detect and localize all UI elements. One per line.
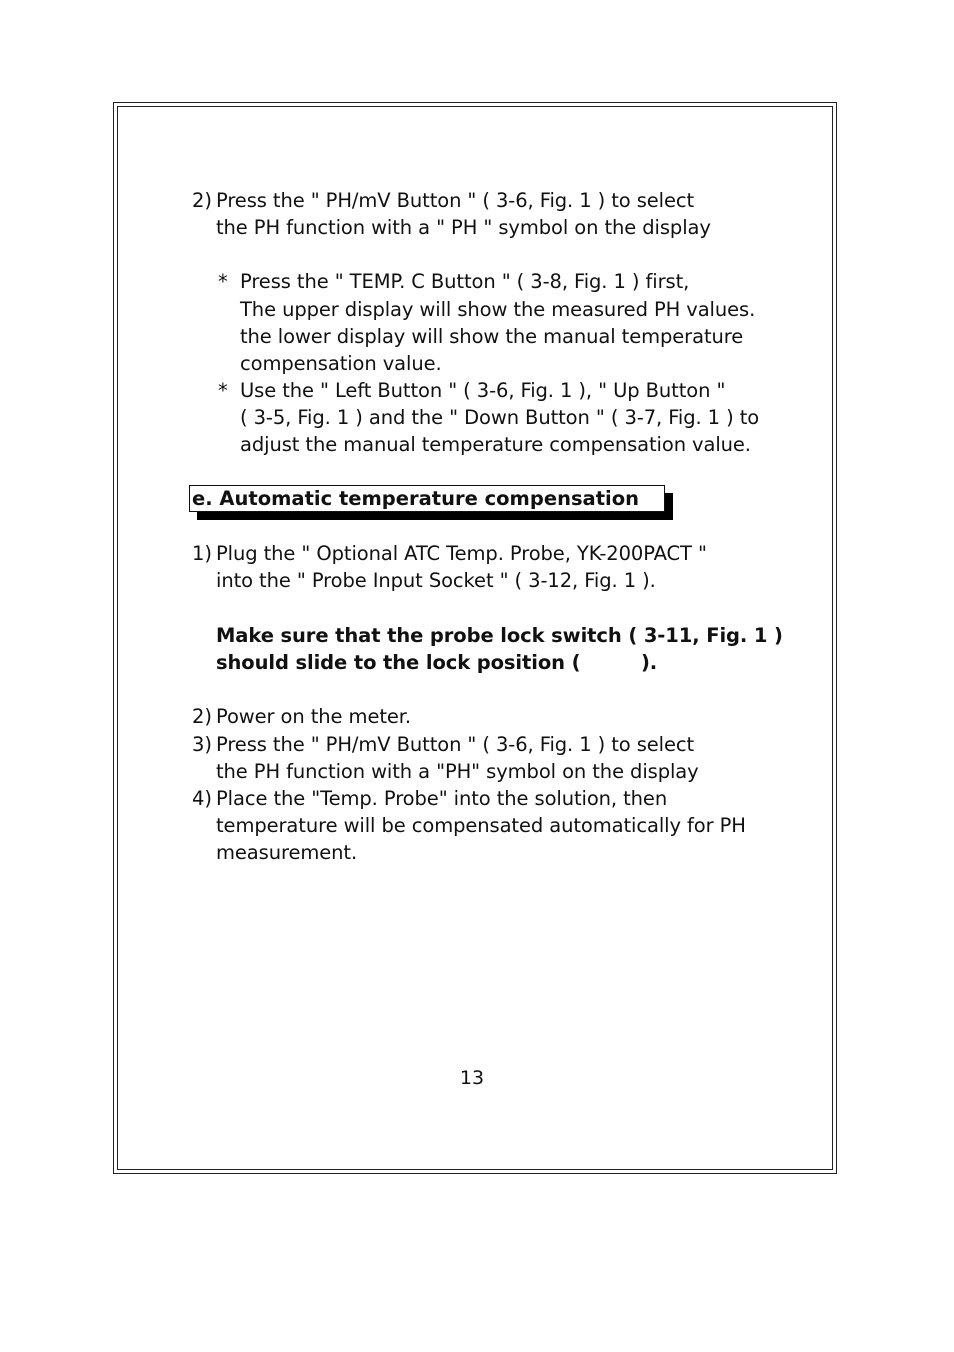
- bullet-asterisk: *: [218, 379, 228, 402]
- note-text: compensation value.: [240, 352, 442, 375]
- warning-text-end: ).: [641, 651, 658, 674]
- step-number: 1): [192, 542, 213, 565]
- step-text: Press the " PH/mV Button " ( 3-6, Fig. 1 ) to select: [216, 189, 695, 212]
- step-text: Plug the " Optional ATC Temp. Probe, YK-200PACT ": [216, 542, 707, 565]
- step-number: 2): [192, 189, 213, 212]
- warning-text: should slide to the lock position (: [216, 651, 581, 674]
- step-number: 3): [192, 733, 213, 756]
- step-number: 4): [192, 787, 213, 810]
- step-text: temperature will be compensated automatically for PH: [216, 814, 746, 837]
- step-text: measurement.: [216, 841, 358, 864]
- section-heading: e. Automatic temperature compensation: [192, 487, 639, 510]
- bullet-asterisk: *: [218, 270, 228, 293]
- step-text: into the " Probe Input Socket " ( 3-12, Fig. 1 ).: [216, 569, 656, 592]
- note-text: ( 3-5, Fig. 1 ) and the " Down Button " ( 3-7, Fig. 1 ) to: [240, 406, 760, 429]
- warning-text: Make sure that the probe lock switch ( 3-11, Fig. 1 ): [216, 624, 783, 647]
- note-text: the lower display will show the manual temperature: [240, 325, 744, 348]
- page-number: 13: [459, 1067, 485, 1089]
- step-text: the PH function with a " PH " symbol on the display: [216, 216, 711, 239]
- note-text: Press the " TEMP. C Button " ( 3-8, Fig. 1 ) first,: [240, 270, 690, 293]
- step-text: the PH function with a "PH" symbol on the display: [216, 760, 699, 783]
- step-number: 2): [192, 705, 213, 728]
- step-text: Place the "Temp. Probe" into the solution, then: [216, 787, 668, 810]
- step-text: Press the " PH/mV Button " ( 3-6, Fig. 1 ) to select: [216, 733, 695, 756]
- note-text: Use the " Left Button " ( 3-6, Fig. 1 ), " Up Button ": [240, 379, 726, 402]
- step-text: Power on the meter.: [216, 705, 412, 728]
- note-text: The upper display will show the measured PH values.: [240, 298, 756, 321]
- note-text: adjust the manual temperature compensation value.: [240, 433, 751, 456]
